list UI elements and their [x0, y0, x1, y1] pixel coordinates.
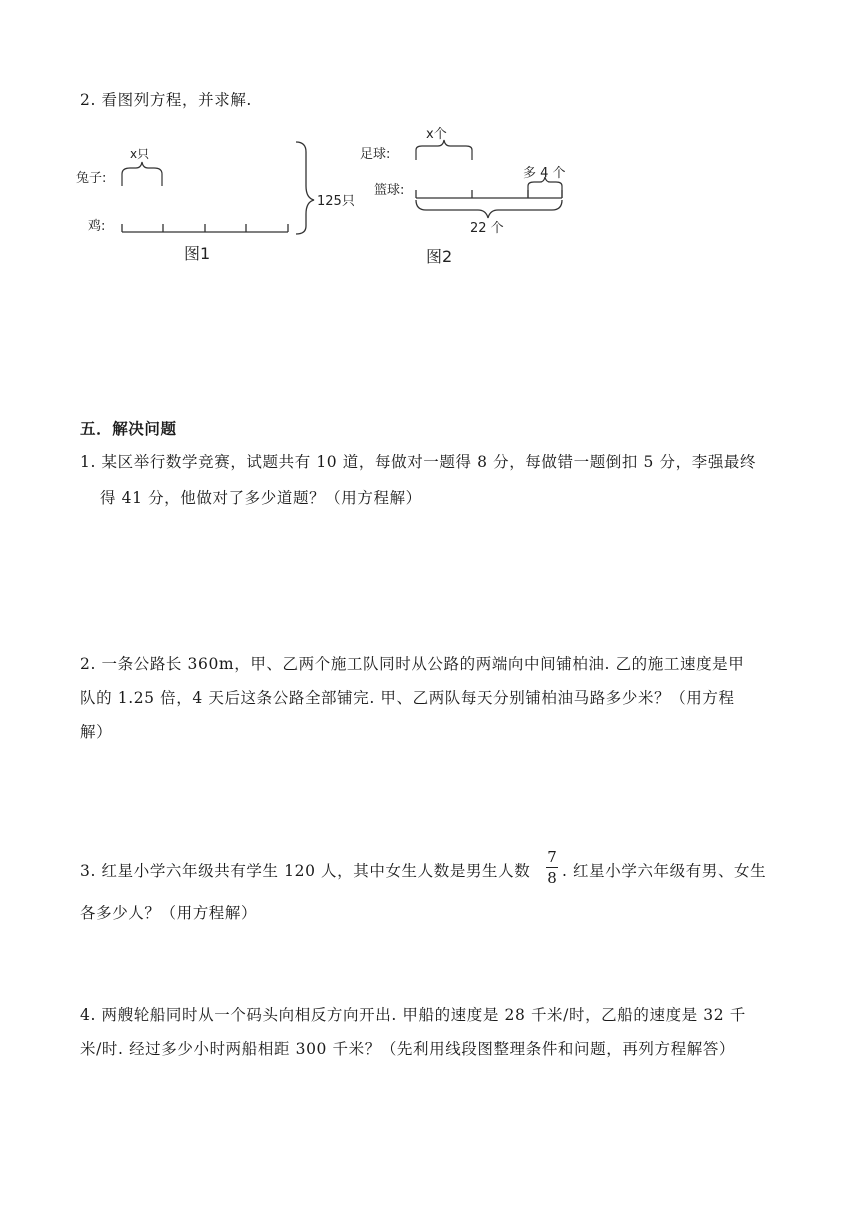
figure-2-more-label: 多 4 个: [523, 166, 566, 181]
figure-1-rabbit-brace: [122, 162, 162, 186]
problem-1-line-2: 得 41 分，他做对了多少道题？（用方程解）: [100, 489, 422, 507]
problem-3-line-2: 各多少人？（用方程解）: [80, 904, 258, 922]
figure-1-total-brace: [296, 142, 314, 234]
figure-2-ticks: [416, 190, 562, 198]
problem-2-line-2: 队的 1.25 倍，4 天后这条公路全部铺完. 甲、乙两队每天分别铺柏油马路多少米？（用方程: [80, 689, 735, 707]
figure-1-ticks: [122, 224, 288, 232]
figure-1-chicken-label: 鸡:: [88, 219, 106, 234]
figure-2-total-brace: [416, 200, 562, 218]
problem-3-fraction: [544, 848, 560, 887]
problem-4-line-1: 4. 两艘轮船同时从一个码头向相反方向开出. 甲船的速度是 28 千米/时，乙船的速度是 32 千: [80, 1006, 746, 1024]
fraction-bar: [546, 867, 558, 868]
figure-2-caption: 图2: [426, 247, 453, 266]
figure-2-basketball-label: 篮球:: [374, 183, 405, 198]
figure-2-diagram: [356, 122, 576, 270]
fraction-numerator: 7: [547, 848, 557, 866]
figure-2-football-brace: [416, 140, 472, 160]
section-5-heading: 五．解决问题: [80, 419, 177, 438]
problem-3-line-1a: 3. 红星小学六年级共有学生 120 人，其中女生人数是男生人数: [80, 862, 531, 880]
figure-1-total-label: 125只: [317, 194, 355, 209]
figure-1-rabbit-label: 兔子:: [76, 171, 107, 186]
fraction-denominator: 8: [547, 869, 557, 887]
figure-2-x-label: x个: [426, 127, 447, 142]
problem-1-line-1: 1. 某区举行数学竞赛，试题共有 10 道，每做对一题得 8 分，每做错一题倒扣 5 分，李强最终: [80, 453, 757, 471]
figure-1-x-label: x只: [130, 147, 150, 161]
problem-2-line-3: 解）: [80, 723, 113, 741]
figure-2-total-label: 22 个: [470, 221, 504, 236]
problem-3-line-1b: . 红星小学六年级有男、女生: [562, 862, 767, 880]
question-2-title: 2. 看图列方程，并求解.: [80, 91, 252, 109]
figure-1-diagram: [74, 136, 364, 266]
problem-2-line-1: 2. 一条公路长 360m，甲、乙两个施工队同时从公路的两端向中间铺柏油. 乙的施工速度是甲: [80, 655, 745, 673]
figure-2-football-label: 足球:: [360, 147, 391, 162]
figure-1-caption: 图1: [184, 244, 211, 263]
problem-4-line-2: 米/时. 经过多少小时两船相距 300 千米？（先利用线段图整理条件和问题，再列方程解答）: [80, 1040, 736, 1058]
